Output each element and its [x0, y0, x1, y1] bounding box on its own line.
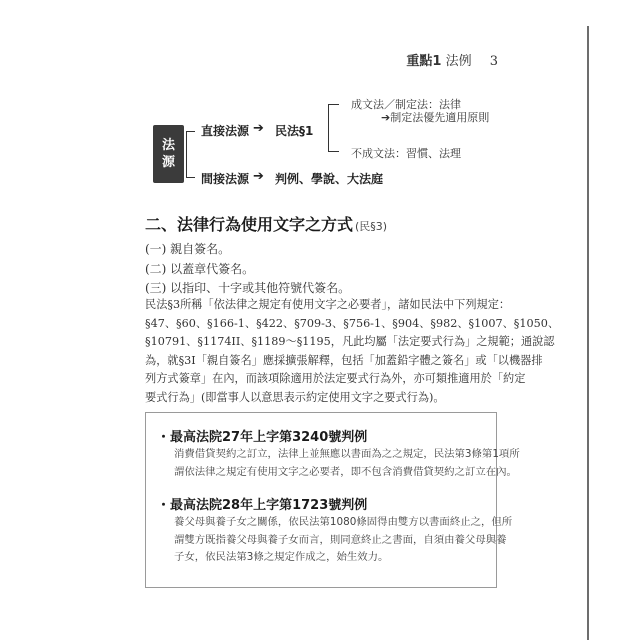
direct-source-label: 直接法源	[201, 124, 250, 138]
body-paragraph	[145, 296, 560, 407]
main-bracket	[186, 131, 195, 178]
section-citation: (民§3)	[355, 220, 388, 233]
law-source-char-2: 源	[161, 155, 175, 170]
written-law-label: 成文法／制定法：法律	[351, 98, 461, 111]
case-title: ・最高法院28年上字第1723號判例	[157, 498, 368, 513]
direct-source-target: 民法§1	[275, 124, 314, 138]
page-number: 3	[489, 54, 498, 69]
running-header	[406, 50, 498, 69]
case-body	[174, 514, 513, 567]
paragraph-line: 為，就§3I「親自簽名」應採擴張解釋，包括「加蓋鉛字體之簽名」或「以機器排	[145, 353, 543, 367]
paragraph-line: 要式行為」(即當事人以意思表示約定使用文字之要式行為)。	[145, 390, 445, 404]
paragraph-line: 列方式簽章」在內，而該項除適用於法定要式行為外，亦可類推適用於「約定	[145, 372, 526, 385]
list-item: (三) 以指印、十字或其他符號代簽名。	[145, 281, 351, 295]
written-law-note-text: 制定法優先適用原則	[390, 111, 490, 124]
unwritten-law-label: 不成文法：習慣、法理	[351, 147, 461, 160]
arrow-icon: ➔	[381, 111, 391, 124]
list-item: (一) 親自簽名。	[145, 242, 231, 256]
list-item: (二) 以蓋章代簽名。	[145, 262, 255, 276]
arrow-icon: ➔	[253, 169, 264, 184]
header-title: 法例	[445, 54, 472, 69]
arrow-icon: ➔	[253, 121, 264, 136]
case-line: 謂雙方既指養父母與養子女而言，則同意終止之書面，自須由養父母與養	[174, 533, 507, 546]
paragraph-line: §10791、§1174II、§1189～§1195，凡此均屬「法定要式行為」之規範；通說認	[145, 335, 555, 348]
section-title-text: 二、法律行為使用文字之方式	[145, 215, 354, 234]
case-line: 子女，依民法第3條之規定作成之，始生效力。	[174, 551, 389, 563]
case-line: 謂依法律之規定有使用文字之必要者，即不包含消費借貸契約之訂立在內。	[174, 465, 517, 478]
section-title	[145, 212, 387, 235]
written-law-note	[381, 109, 489, 125]
indirect-source-label: 間接法源	[201, 172, 250, 186]
case-body	[174, 446, 520, 481]
case-title: ・最高法院27年上字第3240號判例	[157, 430, 368, 445]
sub-bracket	[328, 104, 339, 152]
law-source-box	[153, 125, 184, 183]
paragraph-line: 民法§3所稱「依法律之規定有使用文字之必要者」，諸如民法中下列規定：	[145, 298, 511, 311]
header-section: 重點1	[406, 54, 442, 69]
indirect-source-target: 判例、學說、大法庭	[275, 172, 384, 186]
law-source-char-1: 法	[161, 138, 175, 153]
paragraph-line: §47、§60、§166-1、§422、§709-3、§756-1、§904、§982、§1007、§1050、	[145, 316, 560, 330]
case-line: 消費借貸契約之訂立，法律上並無應以書面為之之規定，民法第3條第1項所	[174, 448, 520, 460]
case-line: 養父母與養子女之關係，依民法第1080條固得由雙方以書面終止之，但所	[174, 516, 513, 528]
